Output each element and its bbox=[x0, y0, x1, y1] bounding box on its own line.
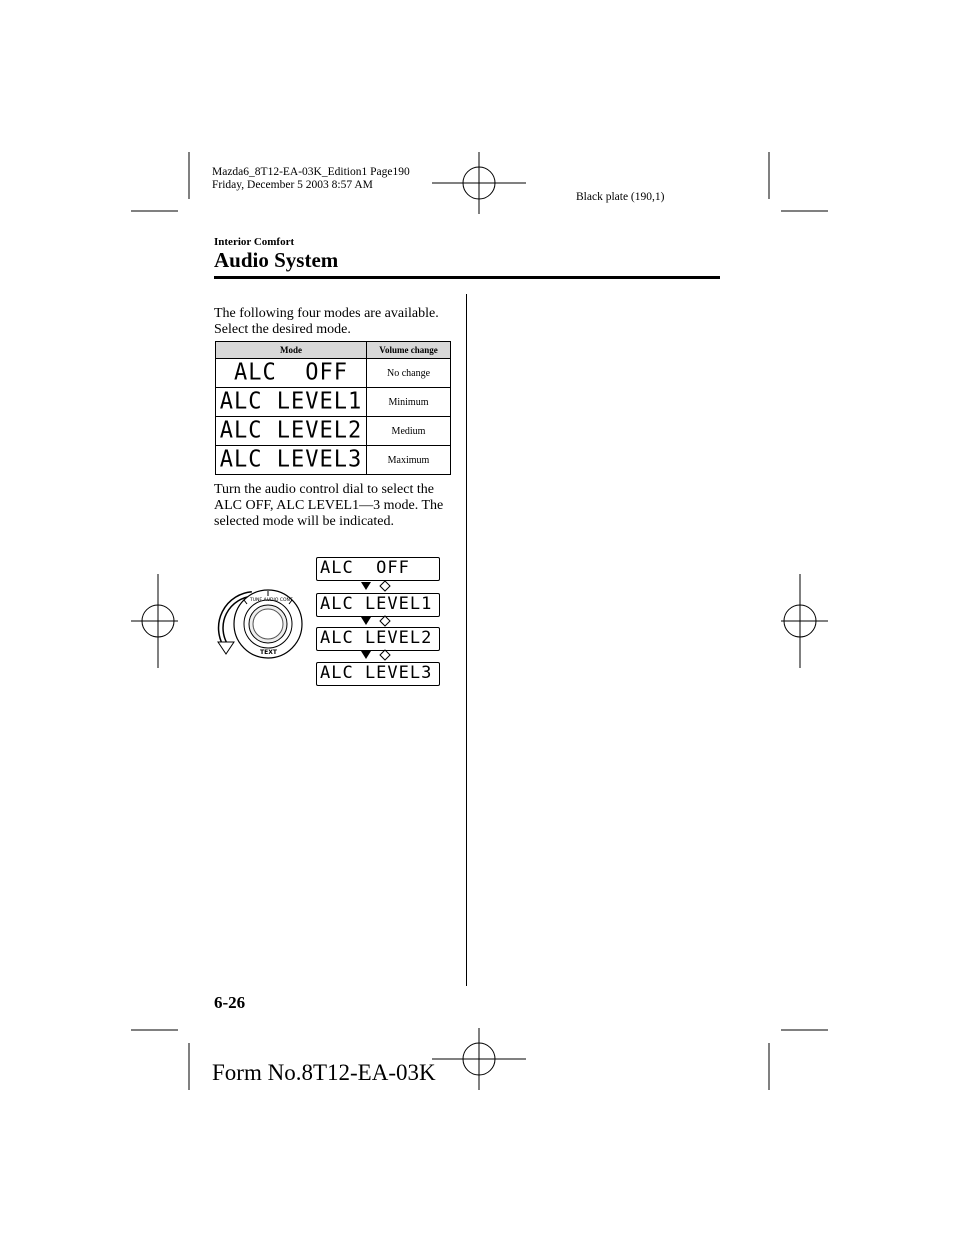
direction-arrows-icon bbox=[358, 579, 398, 593]
sequence-display-level2: ALC LEVEL2 bbox=[316, 627, 440, 651]
volume-change: Maximum bbox=[367, 446, 451, 475]
sequence-display-level3: ALC LEVEL3 bbox=[316, 662, 440, 686]
instruction-text bbox=[214, 482, 474, 530]
table-row bbox=[216, 446, 451, 475]
audio-control-dial-icon bbox=[212, 586, 304, 662]
intro-line2: Select the desired mode. bbox=[214, 322, 351, 337]
sequence-display-off: ALC OFF bbox=[316, 557, 440, 581]
dial-label-top: TUNE AUDIO CONT bbox=[250, 598, 293, 603]
mode-display: ALC OFF bbox=[234, 359, 348, 386]
table-row bbox=[216, 417, 451, 446]
form-number: Form No.8T12-EA-03K bbox=[212, 1060, 436, 1085]
print-info bbox=[212, 166, 410, 192]
section-label: Interior Comfort bbox=[214, 236, 295, 248]
column-divider bbox=[466, 294, 467, 986]
table-header-volume: Volume change bbox=[367, 342, 451, 359]
mode-display: ALC LEVEL3 bbox=[219, 446, 363, 473]
intro-text bbox=[214, 306, 464, 338]
heading-rule bbox=[214, 276, 720, 279]
print-info-line2: Friday, December 5 2003 8:57 AM bbox=[212, 179, 373, 191]
table-row bbox=[216, 388, 451, 417]
direction-arrows-icon bbox=[358, 648, 398, 662]
mode-display: ALC LEVEL2 bbox=[219, 417, 363, 444]
page-title: Audio System bbox=[214, 248, 339, 272]
volume-change: No change bbox=[367, 359, 451, 388]
plate-label: Black plate (190,1) bbox=[576, 191, 665, 203]
table-row bbox=[216, 359, 451, 388]
mode-display: ALC LEVEL1 bbox=[219, 388, 363, 415]
volume-change: Minimum bbox=[367, 388, 451, 417]
sequence-display-level1: ALC LEVEL1 bbox=[316, 593, 440, 617]
direction-arrows-icon bbox=[358, 614, 398, 628]
instruction-line1: Turn the audio control dial to select the bbox=[214, 482, 434, 497]
mode-table bbox=[215, 341, 451, 475]
print-info-line1: Mazda6_8T12-EA-03K_Edition1 Page190 bbox=[212, 166, 410, 178]
intro-line1: The following four modes are available. bbox=[214, 306, 439, 321]
instruction-line3: selected mode will be indicated. bbox=[214, 514, 394, 529]
table-header-mode: Mode bbox=[216, 342, 367, 359]
volume-change: Medium bbox=[367, 417, 451, 446]
page-number: 6-26 bbox=[214, 993, 246, 1012]
dial-label-bottom: TEXT bbox=[260, 649, 277, 656]
instruction-line2: ALC OFF, ALC LEVEL1—3 mode. The bbox=[214, 498, 444, 513]
